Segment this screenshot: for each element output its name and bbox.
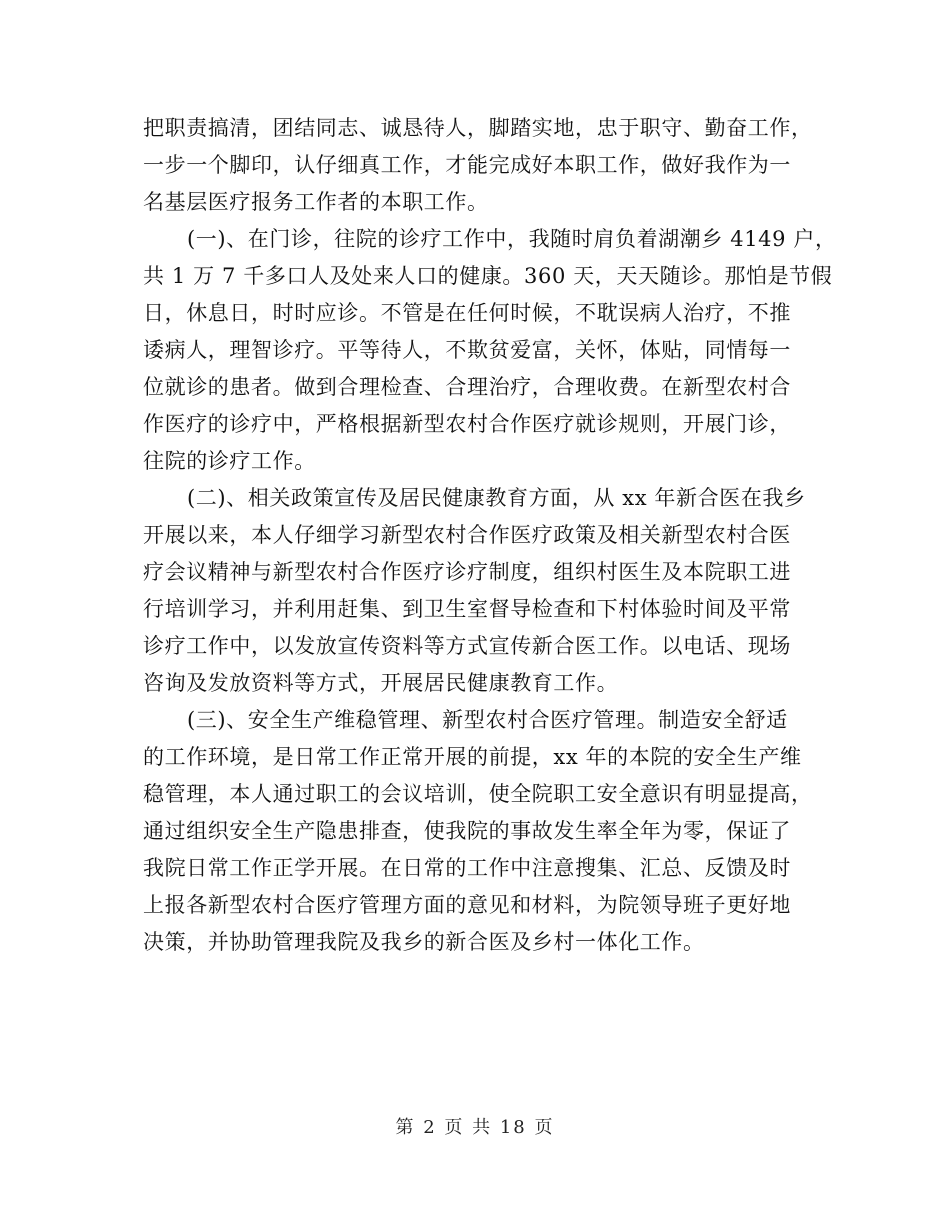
text-line: 往院的诊疗工作。 bbox=[143, 449, 316, 473]
text-line: 疗会议精神与新型农村合作医疗诊疗制度，组织村医生及本院职工进 bbox=[143, 560, 791, 584]
text-line: 行培训学习，并利用赶集、到卫生室督导检查和下村体验时间及平常 bbox=[143, 597, 791, 621]
text-line: 我院日常工作正学开展。在日常的工作中注意搜集、汇总、反馈及时 bbox=[143, 856, 791, 880]
text-line: 日，休息日，时时应诊。不管是在任何时候，不耽误病人治疗，不推 bbox=[143, 301, 791, 325]
text-line: 开展以来，本人仔细学习新型农村合作医疗政策及相关新型农村合医 bbox=[143, 523, 791, 547]
text-line: 把职责搞清，团结同志、诚恳待人，脚踏实地，忠于职守、勤奋工作， bbox=[143, 116, 813, 140]
text-line: 上报各新型农村合医疗管理方面的意见和材料，为院领导班子更好地 bbox=[143, 893, 791, 917]
page-number-footer: 第 2 页 共 18 页 bbox=[395, 1117, 555, 1138]
text-line: 一步一个脚印，认仔细真工作，才能完成好本职工作，做好我作为一 bbox=[143, 153, 791, 177]
text-line: 诊疗工作中，以发放宣传资料等方式宣传新合医工作。以电话、现场 bbox=[143, 634, 791, 658]
paragraph-start-line: (一)、在门诊，往院的诊疗工作中，我随时肩负着湖潮乡 4149 户， bbox=[187, 227, 837, 251]
paragraph-start-line: (二)、相关政策宣传及居民健康教育方面，从 xx 年新合医在我乡 bbox=[187, 486, 806, 510]
text-line: 共 1 万 7 千多口人及处来人口的健康。360 天，天天随诊。那怕是节假 bbox=[143, 264, 833, 288]
text-line: 位就诊的患者。做到合理检查、合理治疗，合理收费。在新型农村合 bbox=[143, 375, 791, 399]
text-line: 咨询及发放资料等方式，开展居民健康教育工作。 bbox=[143, 671, 619, 695]
text-line: 稳管理，本人通过职工的会议培训，使全院职工安全意识有明显提高， bbox=[143, 782, 813, 806]
document-body bbox=[143, 110, 837, 961]
text-line: 诿病人，理智诊疗。平等待人，不欺贫爱富，关怀，体贴，同情每一 bbox=[143, 338, 791, 362]
text-line: 作医疗的诊疗中，严格根据新型农村合作医疗就诊规则，开展门诊， bbox=[143, 412, 791, 436]
paragraph-start-line: (三)、安全生产维稳管理、新型农村合医疗管理。制造安全舒适 bbox=[187, 708, 788, 732]
text-line: 决策，并协助管理我院及我乡的新合医及乡村一体化工作。 bbox=[143, 930, 705, 954]
text-line: 通过组织安全生产隐患排查，使我院的事故发生率全年为零，保证了 bbox=[143, 819, 791, 843]
text-line: 名基层医疗报务工作者的本职工作。 bbox=[143, 190, 489, 214]
text-line: 的工作环境，是日常工作正常开展的前提，xx 年的本院的安全生产维 bbox=[143, 745, 802, 769]
